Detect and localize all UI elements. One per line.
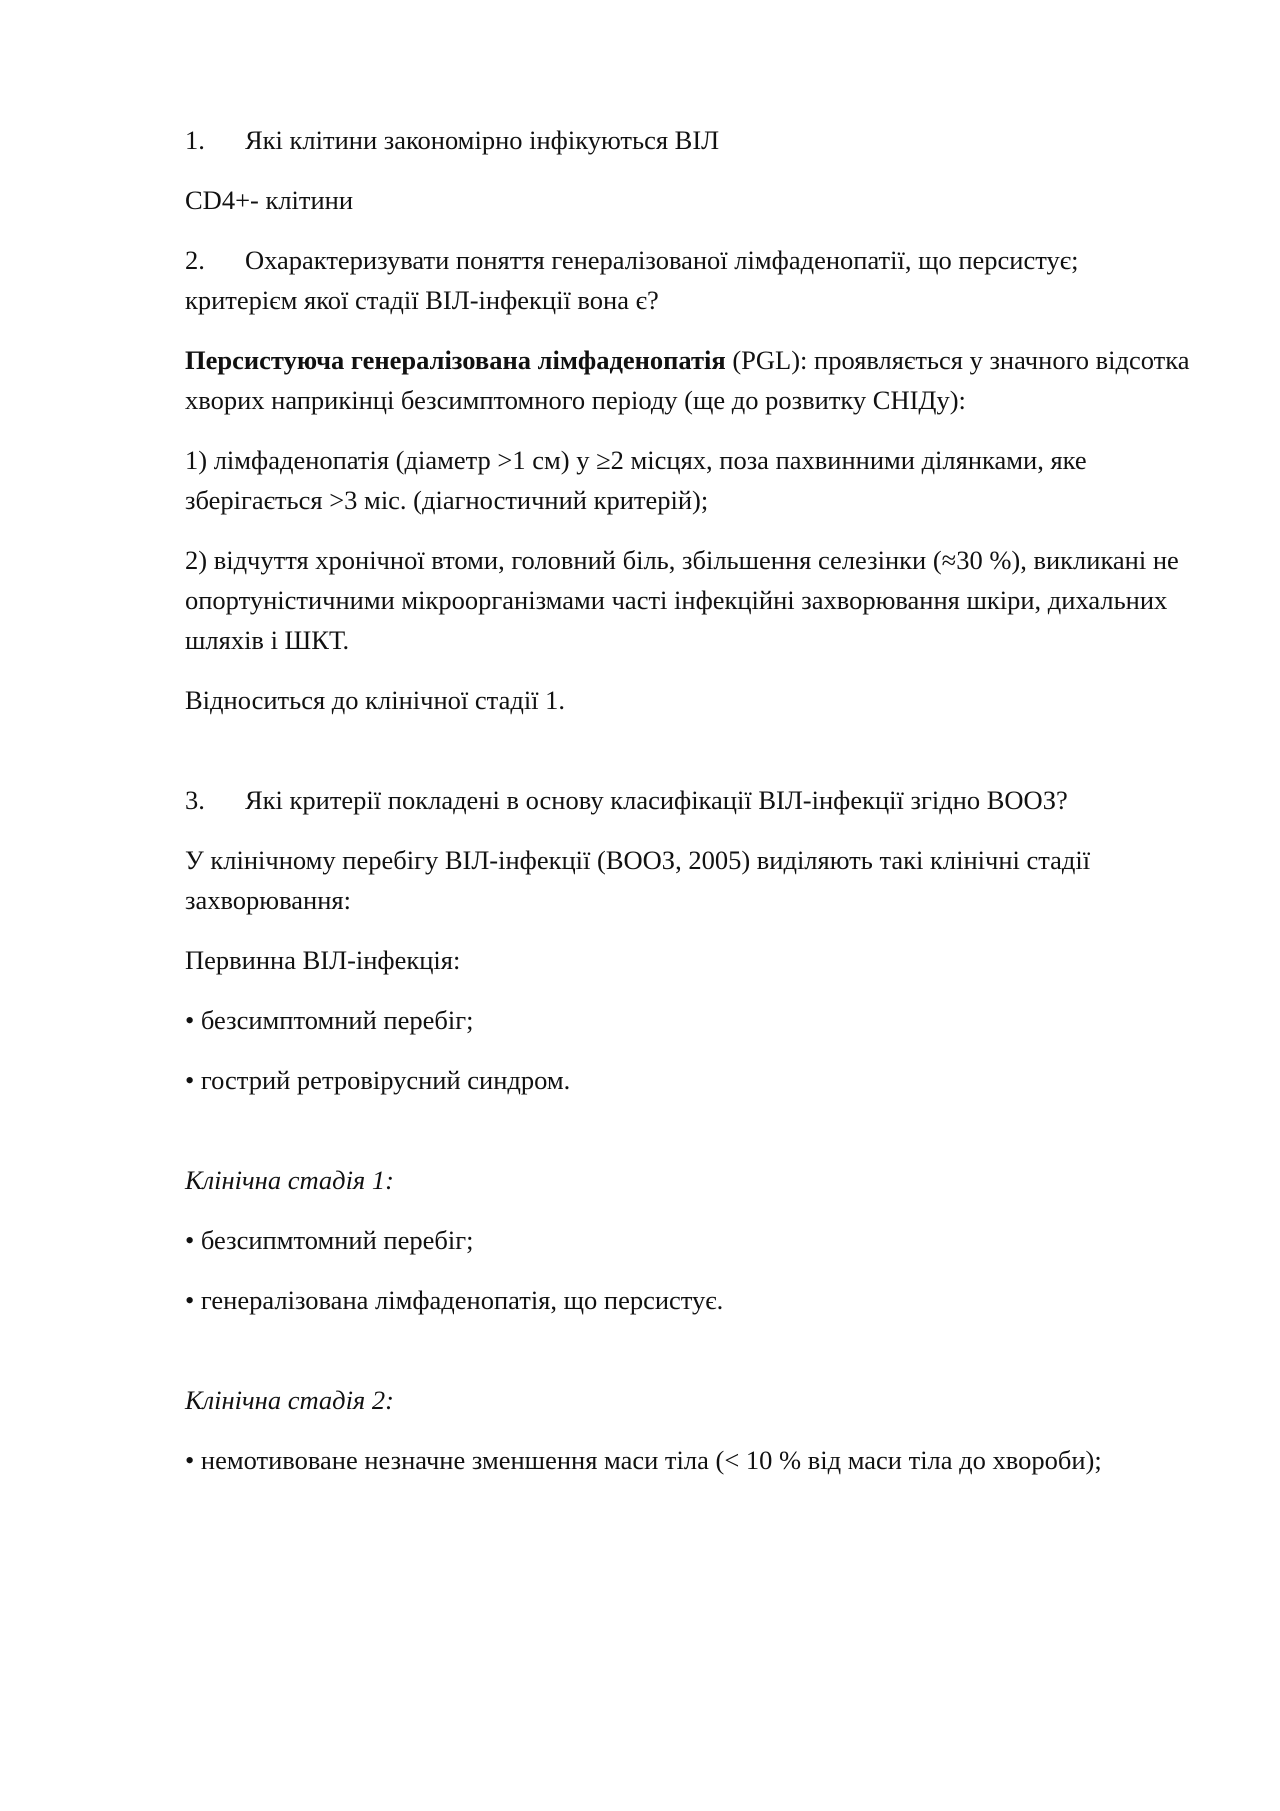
list-item: • безсипмтомний перебіг; <box>185 1225 474 1255</box>
question-3-number: 3. <box>185 785 205 815</box>
answer-2-criterion-1: 1) лімфаденопатія (діаметр >1 см) у ≥2 місцях, поза пахвинними ділянками, яке зберігається >3 міс. (діагностичний критерій); <box>185 445 1087 515</box>
question-1-number: 1. <box>185 125 205 155</box>
answer-2-conclusion: Відноситься до клінічної стадії 1. <box>185 685 566 715</box>
question-1 <box>185 120 1195 160</box>
blank-line <box>185 1340 1195 1380</box>
primary-infection-title: Первинна ВІЛ-інфекція: <box>185 945 461 975</box>
question-1-text: Які клітини закономірно інфікуються ВІЛ <box>245 125 720 155</box>
answer-2-term: Персистуюча генералізована лімфаденопатія <box>185 345 726 375</box>
answer-2-criterion-2: 2) відчуття хронічної втоми, головний біль, збільшення селезінки (≈30 %), викликані не опортуністичними мікроорганізмами часті інфекційні захворювання шкіри, дихальних шляхів і ШКТ. <box>185 545 1179 655</box>
answer-3-intro: У клінічному перебігу ВІЛ-інфекції (ВООЗ, 2005) виділяють такі клінічні стадії захворювання: <box>185 845 1091 915</box>
answer-2-description: (PGL): проявляється у значного відсотка хворих наприкінці безсимптомного періоду (ще до розвитку СНІДу): <box>185 345 1190 415</box>
list-item: • немотивоване незначне зменшення маси тіла (< 10 % від маси тіла до хвороби); <box>185 1445 1102 1475</box>
answer-2-definition <box>185 340 1195 420</box>
list-item: • гострий ретровірусний синдром. <box>185 1065 571 1095</box>
question-2-text: Охарактеризувати поняття генералізованої лімфаденопатії, що персистує; критерієм якої стадії ВІЛ-інфекції вона є? <box>185 245 1079 315</box>
question-3 <box>185 780 1195 820</box>
list-item: • безсимптомний перебіг; <box>185 1005 474 1035</box>
answer-1: CD4+- клітини <box>185 185 354 215</box>
blank-line <box>185 740 1195 780</box>
document-body <box>185 120 1195 1500</box>
blank-line <box>185 1120 1195 1160</box>
question-2 <box>185 240 1195 320</box>
list-item: • генералізована лімфаденопатія, що персистує. <box>185 1285 724 1315</box>
stage-1-title: Клінічна стадія 1: <box>185 1165 394 1195</box>
question-2-number: 2. <box>185 245 205 275</box>
stage-2-title: Клінічна стадія 2: <box>185 1385 394 1415</box>
question-3-text: Які критерії покладені в основу класифікації ВІЛ-інфекції згідно ВООЗ? <box>245 785 1068 815</box>
